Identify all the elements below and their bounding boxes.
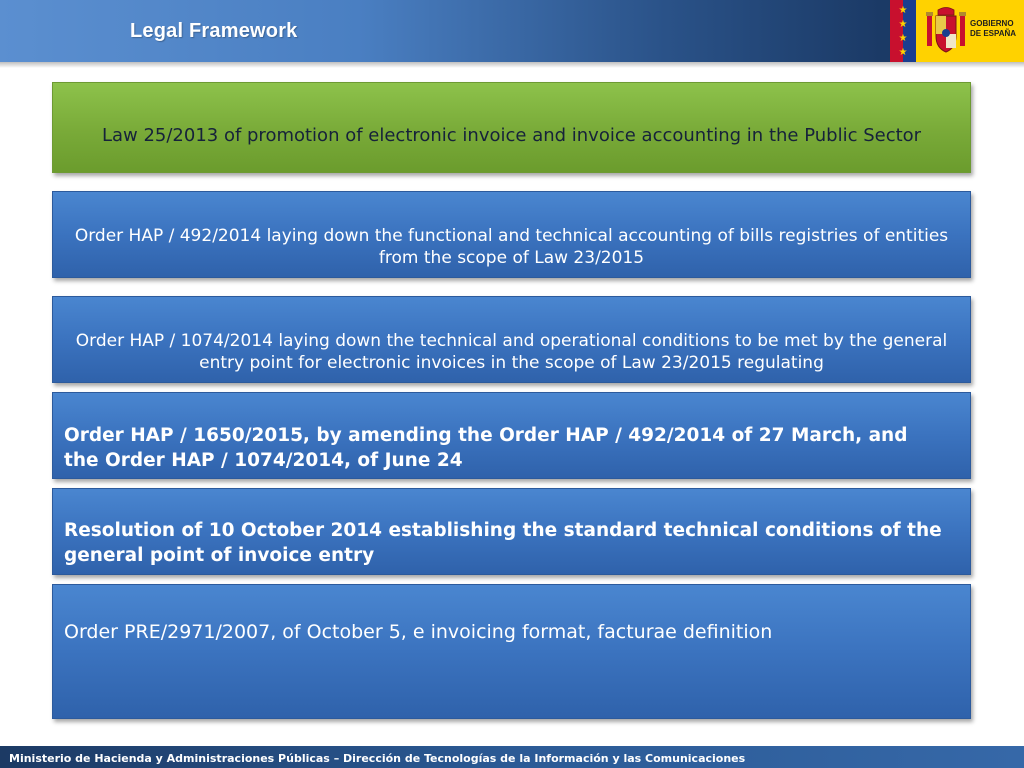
law-box-2 [52,191,971,278]
footer-text: Ministerio de Hacienda y Administraciones Públicas – Dirección de Tecnologías de la Información y las Comunicaciones [9,752,746,765]
coat-of-arms-icon [924,6,968,56]
law-box-3 [52,296,971,383]
gobierno-de-espana-logo [890,0,1024,62]
law-box-5 [52,488,971,575]
law-box-text: Order PRE/2971/2007, of October 5, e invoicing format, facturae definition [64,621,773,643]
law-box-text: Resolution of 10 October 2014 establishing the standard technical conditions of the general point of invoice entry [64,520,942,566]
header-shadow [0,62,1024,68]
law-box-text: Order HAP / 492/2014 laying down the functional and technical accounting of bills registries of entities from the scope of Law 23/2015 [74,226,949,268]
law-box-text: Order HAP / 1074/2014 laying down the technical and operational conditions to be met by the general entry point for electronic invoices in the scope of Law 23/2015 regulating [75,331,948,373]
footer-bar [0,746,1024,768]
law-box-text: Order HAP / 1650/2015, by amending the Order HAP / 492/2014 of 27 March, and the Order HAP / 1074/2014, of June 24 [64,425,908,471]
header-bar [0,0,1024,62]
page-title: Legal Framework [130,20,298,42]
law-box-6 [52,584,971,719]
law-box-1 [52,82,971,173]
law-box-text: Law 25/2013 of promotion of electronic invoice and invoice accounting in the Public Sector [101,125,922,146]
eu-stars-icon: ★ ★ ★ ★ [898,5,908,58]
gobierno-text: GOBIERNO DE ESPAÑA [970,19,1017,38]
law-box-4 [52,392,971,479]
